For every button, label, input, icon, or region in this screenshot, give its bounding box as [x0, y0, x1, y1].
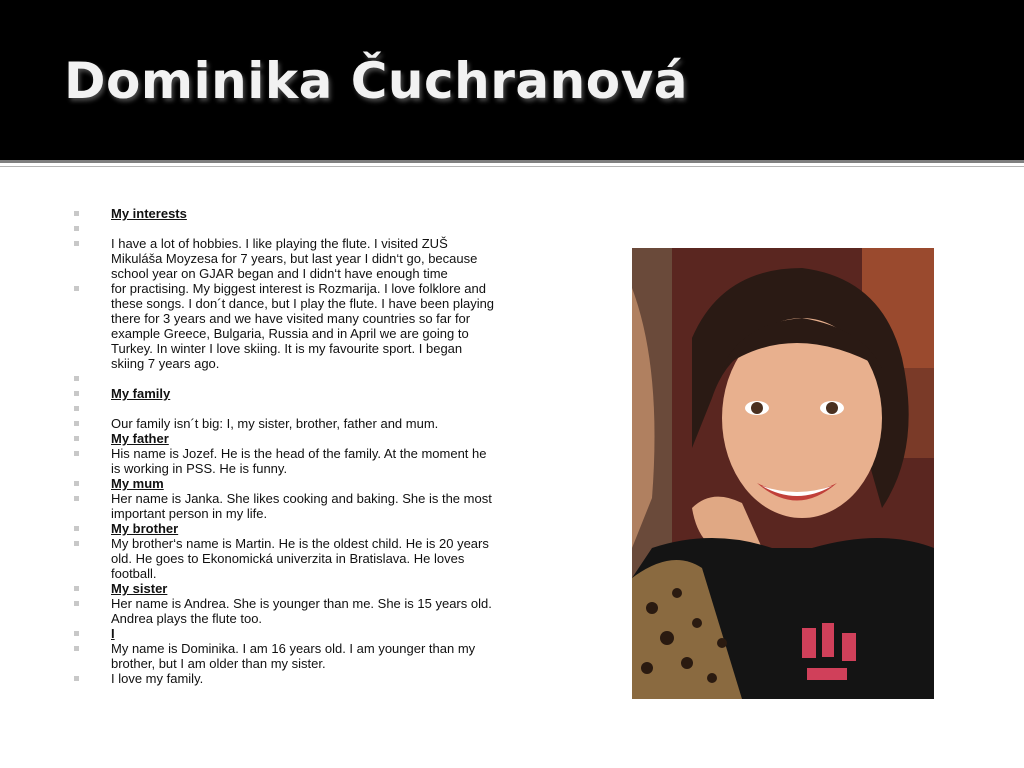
bullet-text: My name is Dominika. I am 16 years old. I am younger than my brother, but I am older than my sister. [72, 641, 498, 671]
empty-bullet [72, 401, 498, 416]
slide-title: Dominika Čuchranová [64, 52, 688, 110]
section-heading [72, 206, 498, 221]
bullet-text: for practising. My biggest interest is Rozmarija. I love folklore and these songs. I don´t dance, but I play the flute. I have been playing there for 3 years and we have visited many countries so far for example Greece, Bulgaria, Russia and in April we are going to Turkey. In winter I love skiing. It is my favourite sport. I began skiing 7 years ago. [72, 281, 498, 371]
section-heading-text: My family [111, 386, 171, 401]
bullet-text: My brother‘s name is Martin. He is the oldest child. He is 20 years old. He goes to Ekonomická univerzita in Bratislava. He loves football. [72, 536, 498, 581]
section-heading-text: My father [111, 431, 169, 446]
portrait-icon [632, 248, 934, 699]
bullet-text: His name is Jozef. He is the head of the family. At the moment he is working in PSS. He is funny. [72, 446, 498, 476]
section-heading [72, 476, 498, 491]
bullet-text: I love my family. [72, 671, 498, 686]
section-heading-text: My sister [111, 581, 168, 596]
empty-bullet [72, 221, 498, 236]
section-heading-text: My mum [111, 476, 164, 491]
section-heading [72, 581, 498, 596]
bullet-text: Her name is Janka. She likes cooking and baking. She is the most important person in my life. [72, 491, 498, 521]
section-heading [72, 521, 498, 536]
section-heading-text: My interests [111, 206, 187, 221]
section-heading-text: I [111, 626, 115, 641]
empty-bullet [72, 371, 498, 386]
section-heading-text: My brother [111, 521, 179, 536]
bullet-text: I have a lot of hobbies. I like playing the flute. I visited ZUŠ Mikuláša Moyzesa for 7 years, but last year I didn‘t go, because school year on GJAR began and I didn‘t have enough time [72, 236, 498, 281]
bullet-text: Our family isn´t big: I, my sister, brother, father and mum. [72, 416, 498, 431]
title-divider-thin [0, 166, 1024, 167]
section-heading [72, 431, 498, 446]
portrait-photo [632, 248, 934, 699]
section-heading [72, 626, 498, 641]
bullet-list [72, 206, 498, 686]
title-divider [0, 160, 1024, 163]
title-bar [0, 0, 1024, 160]
bullet-text: Her name is Andrea. She is younger than me. She is 15 years old. Andrea plays the flute too. [72, 596, 498, 626]
section-heading [72, 386, 498, 401]
